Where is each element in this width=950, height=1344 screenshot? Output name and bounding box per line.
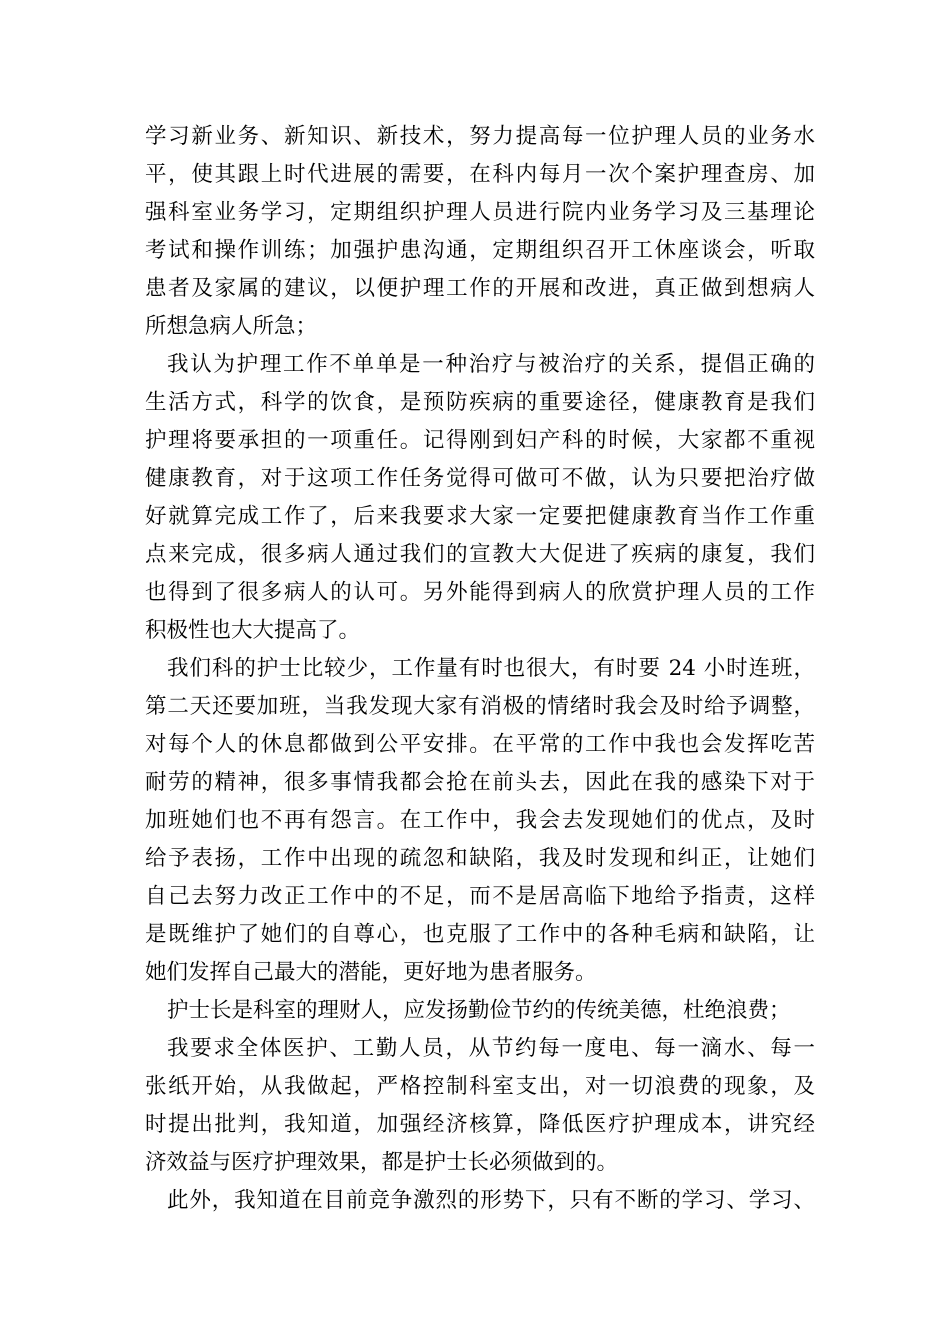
paragraph-start-line: 我们科的护士比较少，工作量有时也很大，有时要 24 小时连班， xyxy=(167,656,815,681)
paragraph-start-line: 我认为护理工作不单单是一种治疗与被治疗的关系，提倡正确的 xyxy=(167,352,815,377)
text-line: 积极性也大大提高了。 xyxy=(145,618,361,643)
text-line: 第二天还要加班，当我发现大家有消极的情绪时我会及时给予调整， xyxy=(145,694,815,719)
text-line: 对每个人的休息都做到公平安排。在平常的工作中我也会发挥吃苦 xyxy=(145,732,815,757)
text-line: 时提出批判，我知道，加强经济核算，降低医疗护理成本，讲究经 xyxy=(145,1112,815,1137)
text-line: 张纸开始，从我做起，严格控制科室支出，对一切浪费的现象，及 xyxy=(145,1074,815,1099)
text-line: 考试和操作训练；加强护患沟通，定期组织召开工休座谈会，听取 xyxy=(145,238,815,263)
text-line: 学习新业务、新知识、新技术，努力提高每一位护理人员的业务水 xyxy=(145,124,815,149)
text-line: 好就算完成工作了，后来我要求大家一定要把健康教育当作工作重 xyxy=(145,504,815,529)
paragraph-start-line: 护士长是科室的理财人，应发扬勤俭节约的传统美德，杜绝浪费； xyxy=(167,998,791,1023)
text-line: 济效益与医疗护理效果，都是护士长必须做到的。 xyxy=(145,1150,619,1175)
document-body xyxy=(145,118,815,1220)
text-line: 所想急病人所急； xyxy=(145,314,318,339)
text-line: 强科室业务学习，定期组织护理人员进行院内业务学习及三基理论 xyxy=(145,200,815,225)
text-line: 加班她们也不再有怨言。在工作中，我会去发现她们的优点，及时 xyxy=(145,808,815,833)
paragraph-start-line: 此外，我知道在目前竞争激烈的形势下，只有不断的学习、学习、 xyxy=(167,1188,815,1213)
text-line: 她们发挥自己最大的潜能，更好地为患者服务。 xyxy=(145,960,597,985)
text-line: 健康教育，对于这项工作任务觉得可做可不做，认为只要把治疗做 xyxy=(145,466,815,491)
text-line: 自己去努力改正工作中的不足，而不是居高临下地给予指责，这样 xyxy=(145,884,815,909)
text-line: 生活方式，科学的饮食，是预防疾病的重要途径，健康教育是我们 xyxy=(145,390,815,415)
text-line: 点来完成，很多病人通过我们的宣教大大促进了疾病的康复，我们 xyxy=(145,542,815,567)
text-line: 耐劳的精神，很多事情我都会抢在前头去，因此在我的感染下对于 xyxy=(145,770,815,795)
text-line: 患者及家属的建议，以便护理工作的开展和改进，真正做到想病人 xyxy=(145,276,815,301)
text-line: 给予表扬，工作中出现的疏忽和缺陷，我及时发现和纠正，让她们 xyxy=(145,846,815,871)
text-line: 护理将要承担的一项重任。记得刚到妇产科的时候，大家都不重视 xyxy=(145,428,815,453)
text-line: 也得到了很多病人的认可。另外能得到病人的欣赏护理人员的工作 xyxy=(145,580,815,605)
text-line: 平，使其跟上时代进展的需要，在科内每月一次个案护理查房、加 xyxy=(145,162,815,187)
paragraph-start-line: 我要求全体医护、工勤人员，从节约每一度电、每一滴水、每一 xyxy=(167,1036,815,1061)
text-line: 是既维护了她们的自尊心，也克服了工作中的各种毛病和缺陷，让 xyxy=(145,922,815,947)
